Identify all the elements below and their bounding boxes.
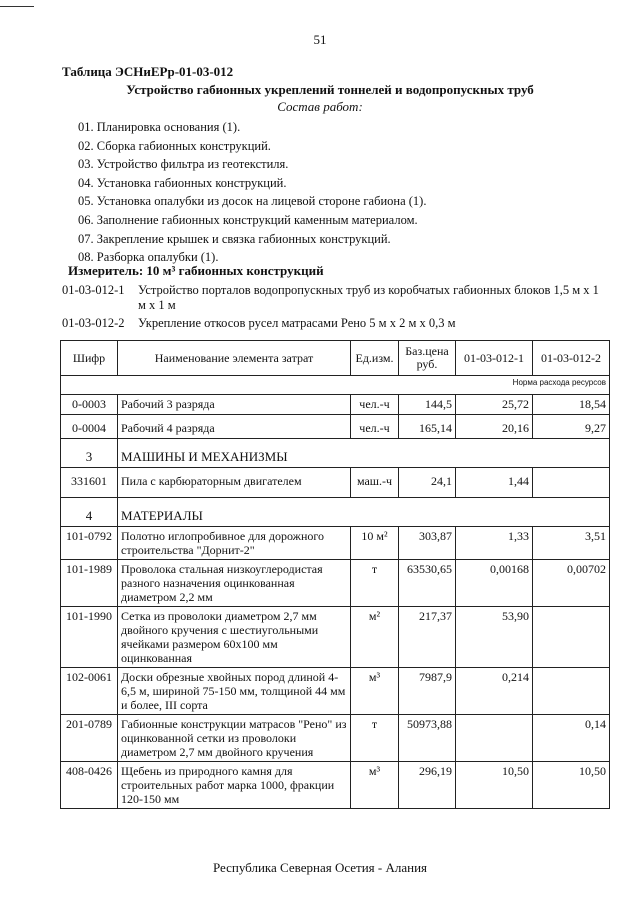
work-items-list xyxy=(78,118,426,267)
variant-text: Устройство порталов водопропускных труб из коробчатых габионных блоков 1,5 м х 1 м х 1 м xyxy=(138,283,599,312)
cell-name: Рабочий 4 разряда xyxy=(118,415,351,439)
cell-name: Щебень из природного камня для строительных работ марка 1000, фракции 120-150 мм xyxy=(118,762,351,809)
cell-unit: т xyxy=(351,715,399,762)
cell-code: 0-0004 xyxy=(61,415,118,439)
measure-unit: Измеритель: 10 м³ габионных конструкций xyxy=(68,263,324,278)
section-row-machines xyxy=(61,439,610,468)
table-row xyxy=(61,395,610,415)
cell-v2: 0,00702 xyxy=(533,560,610,607)
header-unit: Ед.изм. xyxy=(351,341,399,376)
section-number: 4 xyxy=(61,498,118,527)
table-header-row xyxy=(61,341,610,376)
cell-code: 201-0789 xyxy=(61,715,118,762)
table-code: Таблица ЭСНиЕРр-01-03-012 xyxy=(62,64,234,79)
cell-name: Полотно иглопробивное для дорожного строительства "Дорнит-2" xyxy=(118,527,351,560)
cell-price: 144,5 xyxy=(399,395,456,415)
work-item: 01. Планировка основания (1). xyxy=(78,120,241,134)
cell-name: Рабочий 3 разряда xyxy=(118,395,351,415)
cell-unit: м³ xyxy=(351,668,399,715)
cell-price: 50973,88 xyxy=(399,715,456,762)
cell-v2 xyxy=(533,607,610,668)
cell-unit: маш.-ч xyxy=(351,468,399,498)
cell-code: 101-0792 xyxy=(61,527,118,560)
table-row xyxy=(61,668,610,715)
header-code: Шифр xyxy=(61,341,118,376)
cell-name: Проволока стальная низкоуглеродистая разного назначения оцинкованная диаметром 2,2 мм xyxy=(118,560,351,607)
cell-unit: чел.-ч xyxy=(351,395,399,415)
work-item: 04. Установка габионных конструкций. xyxy=(78,175,287,190)
cell-price: 24,1 xyxy=(399,468,456,498)
table-row xyxy=(61,560,610,607)
work-composition-heading: Состав работ: xyxy=(277,99,363,114)
cell-code: 101-1989 xyxy=(61,560,118,607)
norm-label-row xyxy=(61,376,610,395)
header-price: Баз.цена руб. xyxy=(399,341,456,376)
cell-v2 xyxy=(533,468,610,498)
cell-name: Сетка из проволоки диаметром 2,7 мм двойного кручения с шестиугольными ячейками размером 60х100 мм оцинкованная xyxy=(118,607,351,668)
cell-v1: 1,33 xyxy=(456,527,533,560)
cell-code: 101-1990 xyxy=(61,607,118,668)
page-footer: Республика Северная Осетия - Алания xyxy=(212,860,428,875)
section-title: МАТЕРИАЛЫ xyxy=(118,498,610,527)
work-item: 03. Устройство фильтра из геотекстиля. xyxy=(78,157,289,172)
work-item: 07. Закрепление крышек и связка габионных конструкций. xyxy=(78,231,391,246)
section-row-materials xyxy=(61,498,610,527)
work-item: 02. Сборка габионных конструкций. xyxy=(78,138,271,153)
cell-unit: т xyxy=(351,560,399,607)
header-variant-1: 01-03-012-1 xyxy=(456,341,533,376)
header-variant-2: 01-03-012-2 xyxy=(533,341,610,376)
header-name: Наименование элемента затрат xyxy=(118,341,351,376)
cell-code: 408-0426 xyxy=(61,762,118,809)
cell-v1: 53,90 xyxy=(456,607,533,668)
cell-unit: м² xyxy=(351,607,399,668)
cell-v1: 10,50 xyxy=(456,762,533,809)
cell-v1: 25,72 xyxy=(456,395,533,415)
section-number: 3 xyxy=(61,439,118,468)
cell-name: Доски обрезные хвойных пород длиной 4-6,5 м, шириной 75-150 мм, толщиной 44 мм и более, III сорта xyxy=(118,668,351,715)
cell-unit: чел.-ч xyxy=(351,415,399,439)
table-row xyxy=(61,527,610,560)
table-row xyxy=(61,468,610,498)
norm-label: Норма расхода ресурсов xyxy=(61,376,610,395)
table-title: Устройство габионных укреплений тоннелей и водопропускных труб xyxy=(126,82,534,97)
cell-v2: 9,27 xyxy=(533,415,610,439)
work-item: 08. Разборка опалубки (1). xyxy=(78,250,219,265)
page-number: 51 xyxy=(313,32,327,47)
cell-price: 63530,65 xyxy=(399,560,456,607)
cell-code: 331601 xyxy=(61,468,118,498)
cell-v2: 18,54 xyxy=(533,395,610,415)
cell-price: 303,87 xyxy=(399,527,456,560)
cell-v1: 0,214 xyxy=(456,668,533,715)
table-row xyxy=(61,607,610,668)
cell-price: 217,37 xyxy=(399,607,456,668)
corner-mark xyxy=(0,6,34,7)
cell-code: 102-0061 xyxy=(61,668,118,715)
cell-price: 165,14 xyxy=(399,415,456,439)
cell-price: 296,19 xyxy=(399,762,456,809)
cell-code: 0-0003 xyxy=(61,395,118,415)
table-row xyxy=(61,762,610,809)
cell-v2: 3,51 xyxy=(533,527,610,560)
cell-v2: 0,14 xyxy=(533,715,610,762)
cell-unit: м³ xyxy=(351,762,399,809)
work-item: 06. Заполнение габионных конструкций каменным материалом. xyxy=(78,212,418,227)
table-row xyxy=(61,715,610,762)
resource-table xyxy=(60,340,610,809)
cell-name: Пила с карбюраторным двигателем xyxy=(118,468,351,498)
variant-code: 01-03-012-2 xyxy=(62,316,125,330)
table-row xyxy=(61,415,610,439)
cell-price: 7987,9 xyxy=(399,668,456,715)
cell-v1: 0,00168 xyxy=(456,560,533,607)
cell-v1: 20,16 xyxy=(456,415,533,439)
cell-name: Габионные конструкции матрасов "Рено" из оцинкованной сетки из проволоки диаметром 2,7 мм двойного кручения xyxy=(118,715,351,762)
cell-v1: 1,44 xyxy=(456,468,533,498)
variant-code: 01-03-012-1 xyxy=(62,283,125,297)
cell-v1 xyxy=(456,715,533,762)
cell-v2 xyxy=(533,668,610,715)
cell-unit: 10 м² xyxy=(351,527,399,560)
variant-text: Укрепление откосов русел матрасами Рено 5 м х 2 м х 0,3 м xyxy=(138,316,456,330)
cell-v2: 10,50 xyxy=(533,762,610,809)
section-title: МАШИНЫ И МЕХАНИЗМЫ xyxy=(118,439,610,468)
work-item: 05. Установка опалубки из досок на лицевой стороне габиона (1). xyxy=(78,194,427,209)
